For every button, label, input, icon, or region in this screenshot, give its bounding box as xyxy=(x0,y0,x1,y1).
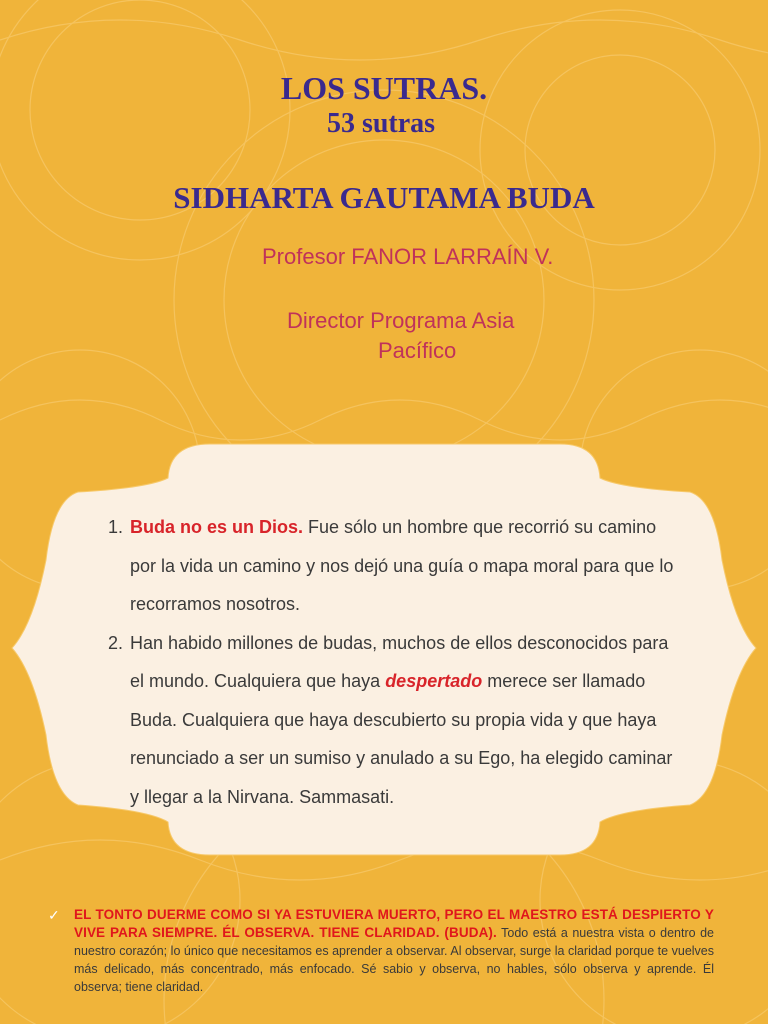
bottom-quote xyxy=(48,906,715,996)
sutra-count: 53 sutras xyxy=(326,108,436,139)
author-title: SIDHARTA GAUTAMA BUDA xyxy=(173,180,595,215)
item1-highlight: Buda no es un Dios. xyxy=(130,517,304,537)
item2-text-b: merece ser llamado Buda. Cualquiera que haya descubierto su propia vida y que haya renunciado a ser un sumiso y anulado a su Ego, ha elegido caminar y llegar a la Nirvana. Sammasati. xyxy=(130,671,673,807)
quote-paragraph xyxy=(54,906,714,996)
quote-body: Todo está a nuestra vista o dentro de nuestro corazón; lo único que necesitamos es aprender a observar. Al observar, surge la claridad porque te vuelves más delicado, más concentrado, más enfocado. Sé sabio y observa, no hables, sólo observa y aprende. Él observa; tiene claridad. xyxy=(74,926,715,994)
director-line-2: Pacífico xyxy=(378,338,457,363)
director-line-1: Director Programa Asia xyxy=(287,308,515,333)
item2-text-a: Han habido millones de budas, muchos de ellos desconocidos para el mundo. Cualquiera que haya xyxy=(130,632,669,691)
quote-caps: EL TONTO DUERME COMO SI YA ESTUVIERA MUERTO, PERO EL MAESTRO ESTÁ DESPIERTO Y VIVE PARA SIEMPRE. ÉL OBSERVA. TIENE CLARIDAD. (BUDA). xyxy=(74,907,714,940)
list-item xyxy=(128,624,680,817)
professor-line: Profesor FANOR LARRAÍN V. xyxy=(262,244,554,269)
sutra-list-box xyxy=(100,508,680,816)
list-item xyxy=(128,508,680,624)
item1-text: Fue sólo un hombre que recorrió su camino por la vida un camino y nos dejó una guía o mapa moral para que lo recorramos nosotros. xyxy=(130,517,674,614)
item2-highlight: despertado xyxy=(385,671,483,691)
sutra-list xyxy=(100,508,680,816)
main-title: LOS SUTRAS. xyxy=(280,70,488,106)
checkmark-icon: ✓ xyxy=(48,907,60,923)
